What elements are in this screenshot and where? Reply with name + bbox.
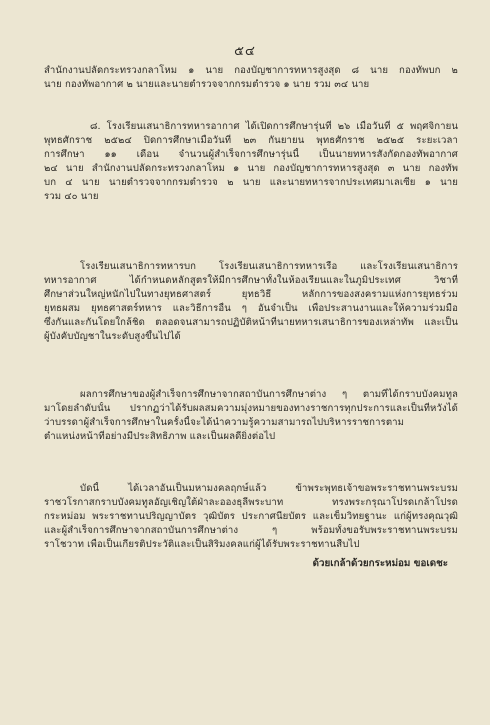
text-line: รวม ๔๐ นาย [44,191,99,202]
paragraph-2 [44,120,458,204]
paragraph-4 [44,388,458,444]
text-line: ผลการศึกษาของผู้สำเร็จการศึกษาจากสถาบันการศึกษาต่าง ๆ ตามที่ได้กราบบังคมทูล [80,389,458,400]
text-line: กระหม่อม พระราชทานปริญญาบัตร วุฒิบัตร ประกาศนียบัตร และเข็มวิทยฐานะ แก่ผู้ทรงคุณวุฒิ [44,511,458,522]
text-line: มาโดยลำดับนั้น ปรากฏว่าได้รับผลสมความมุ่งหมายของทางราชการทุกประการและเป็นที่หวังได้ [44,403,458,414]
text-line: บก ๔ นาย นายตำรวจจากกรมตำรวจ ๒ นาย และนายทหารจากประเทศมาเลเซีย ๑ นาย [44,177,458,188]
text-line: และผู้สำเร็จการศึกษาจากสถาบันการศึกษาต่าง ๆ พร้อมทั้งขอรับพระราชทานพระบรม [44,525,458,536]
paragraph-3 [44,260,458,344]
text-line: ยุทธผสม ยุทธศาสตร์ทหาร และวิธีการอื่น ๆ อันจำเป็น เพื่อประสานงานและให้ความร่วมมือ [44,303,458,314]
paragraph-5 [44,482,458,552]
text-line: ๒๔ นาย สำนักงานปลัดกระทรวงกลาโหม ๑ นาย กองบัญชาการทหารสูงสุด ๓ นาย กองทัพ [44,163,458,174]
text-line: นาย กองทัพอากาศ ๒ นายและนายตำรวจจากกรมตำรวจ ๑ นาย รวม ๓๔ นาย [44,79,370,90]
text-line: ซึ่งกันและกันโดยใกล้ชิด ตลอดจนสามารถปฏิบัติหน้าที่นายทหารเสนาธิการของเหล่าทัพ และเป็น [44,317,458,328]
text-line: ว่าบรรดาผู้สำเร็จการศึกษาในครั้งนี้จะได้นำความรู้ความสามารถไปบริหารราชการตาม [44,417,405,428]
text-line: สำนักงานปลัดกระทรวงกลาโหม ๑ นาย กองบัญชาการทหารสูงสุด ๘ นาย กองทัพบก ๒ [44,65,458,76]
text-line: ราโชวาท เพื่อเป็นเกียรติประวัติและเป็นสิริมงคลแก่ผู้ได้รับพระราชทานสืบไป [44,539,360,550]
page-number: ๕๔ [234,44,256,59]
text-line: ทหารอากาศ ได้กำหนดหลักสูตรให้มีการศึกษาทั้งในห้องเรียนและในภูมิประเทศ วิชาที่ [44,275,458,286]
text-line: การศึกษา ๑๑ เดือน จำนวนผู้สำเร็จการศึกษารุ่นนี้ เป็นนายทหารสังกัดกองทัพอากาศ [44,149,458,160]
text-line: ศึกษาส่วนใหญ่หนักไปในทางยุทธศาสตร์ ยุทธวิธี หลักการของสงครามแห่งการยุทธร่วม [44,289,458,300]
text-line: พุทธศักราช ๒๕๒๔ ปิดการศึกษาเมื่อวันที่ ๒๓ กันยายน พุทธศักราช ๒๕๒๕ ระยะเวลา [44,135,458,146]
text-line: ผู้บังคับบัญชาในระดับสูงขึ้นไปได้ [44,331,181,342]
text-line: ราชวโรกาสกราบบังคมทูลอัญเชิญใต้ฝ่าละอองธุลีพระบาท ทรงพระกรุณาโปรดเกล้าโปรด [44,497,458,508]
text-line: ตำแหน่งหน้าที่อย่างมีประสิทธิภาพ และเป็นผลดียิ่งต่อไป [44,431,276,442]
closing-signature: ด้วยเกล้าด้วยกระหม่อม ขอเดชะ [312,558,448,569]
text-line: ๘. โรงเรียนเสนาธิการทหารอากาศ ได้เปิดการศึกษารุ่นที่ ๒๖ เมื่อวันที่ ๕ พฤศจิกายน [90,121,458,132]
text-line: บัดนี้ ได้เวลาอันเป็นมหามงคลฤกษ์แล้ว ข้าพระพุทธเจ้าขอพระราชทานพระบรม [80,483,458,494]
text-line: โรงเรียนเสนาธิการทหารบก โรงเรียนเสนาธิการทหารเรือ และโรงเรียนเสนาธิการ [80,261,458,272]
paragraph-1 [44,64,458,92]
